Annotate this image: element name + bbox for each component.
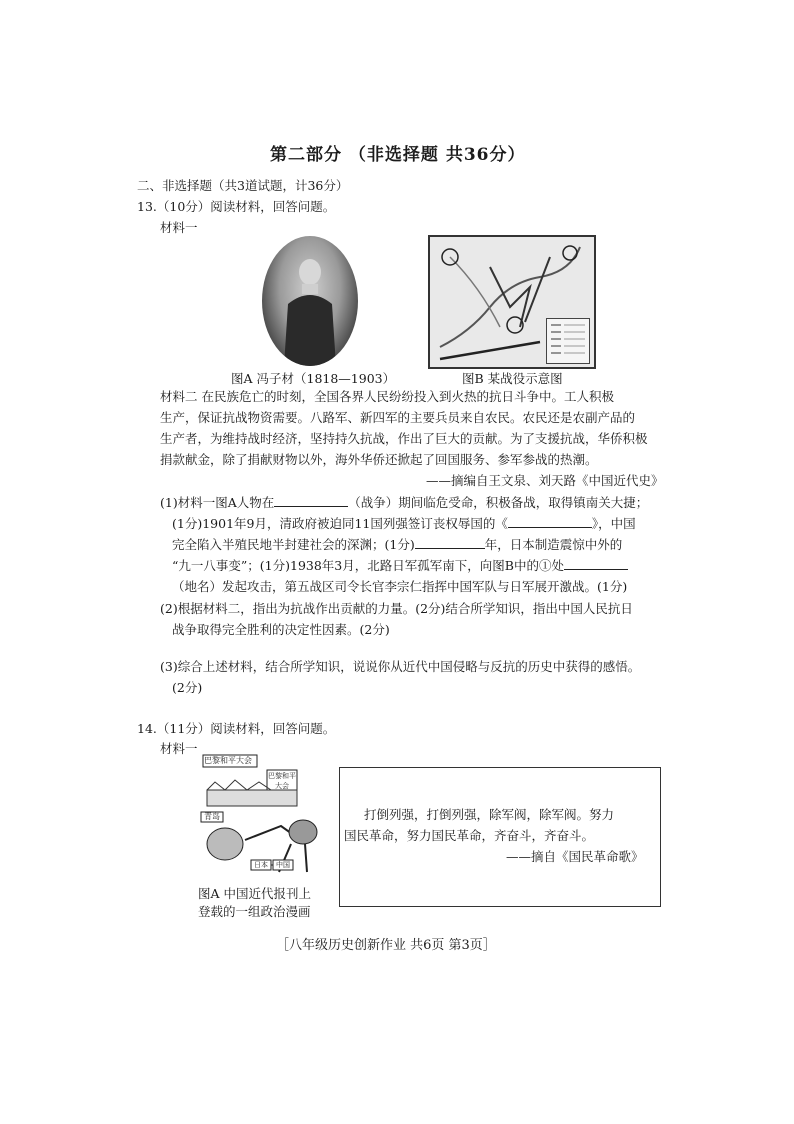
q13-p1-line5: （地名）发起攻击，第五战区司令长官李宗仁指挥中国军队与日军展开激战。(1分) — [172, 579, 628, 594]
cartoon-label: 中国 — [276, 861, 290, 869]
q14-figA-caption: 登载的一组政治漫画 — [198, 904, 311, 919]
q13-p1-text: (1分)1901年9月，清政府被迫同11国列强签订丧权辱国的《 — [172, 516, 508, 531]
q14-stem: 14.（11分）阅读材料，回答问题。 — [137, 721, 336, 736]
portrait-figure — [262, 236, 358, 366]
portrait-photo — [262, 236, 358, 366]
cartoon-label: 日本 — [254, 861, 268, 869]
answer-blank-place[interactable] — [564, 555, 628, 570]
material2-line: 材料二 在民族危亡的时刻，全国各界人民纷纷投入到火热的抗日斗争中。工人积极 — [160, 389, 614, 404]
q13-p1-line4 — [172, 555, 628, 576]
song-line: 国民革命，努力国民革命，齐奋斗，齐奋斗。 — [344, 828, 595, 843]
q14-figA-caption: 图A 中国近代报刊上 — [198, 886, 312, 901]
cartoon-label: 巴黎和平大会 — [268, 772, 296, 790]
map-legend-lines — [547, 319, 589, 363]
answer-blank-war[interactable] — [274, 492, 348, 507]
q13-p1-text: “九一八事变”；(1分)1938年3月，北路日军孤军南下，向图B中的①处 — [172, 558, 564, 573]
q13-p3-line: (3)综合上述材料，结合所学知识，说说你从近代中国侵略与反抗的历史中获得的感悟。 — [160, 659, 641, 674]
q13-p2-line: 战争取得完全胜利的决定性因素。(2分) — [172, 622, 390, 637]
q13-p2-line: (2)根据材料二，指出为抗战作出贡献的力量。(2分)结合所学知识，指出中国人民抗日 — [160, 601, 633, 616]
section-title: 第二部分 （非选择题 共36分） — [270, 145, 526, 165]
cartoon-label: 巴黎和平大会 — [204, 756, 252, 765]
q13-p1-text: 年，日本制造震惊中外的 — [484, 537, 623, 552]
material2-line: 生产，保证抗战物资需要。八路军、新四军的主要兵员来自农民。农民还是农副产品的 — [160, 410, 636, 425]
q13-p1-text: (1)材料一图A人物在 — [160, 495, 275, 510]
q13-p1-line3 — [172, 534, 622, 555]
cartoon-label: 青岛 — [204, 812, 220, 821]
q13-p3-line: (2分) — [172, 680, 203, 695]
song-source: ——摘自《国民革命歌》 — [506, 849, 644, 864]
section-heading: 二、非选择题（共3道试题，计36分） — [137, 178, 349, 193]
q13-figA-caption: 图A 冯子材（1818—1903） — [231, 371, 396, 386]
q13-p1-text: 》，中国 — [591, 516, 636, 531]
q13-p1-text: （战争）期间临危受命，积极备战，取得镇南关大捷； — [348, 495, 649, 510]
song-line: 打倒列强，打倒列强，除军阀，除军阀。努力 — [364, 807, 615, 822]
page-footer: ［八年级历史创新作业 共6页 第3页］ — [276, 938, 496, 953]
material2-line: 生产者，为维持战时经济，坚持持久抗战，作出了巨大的贡献。为了支援抗战，华侨积极 — [160, 431, 648, 446]
q13-material1-label: 材料一 — [160, 220, 198, 235]
material2-line: 捐款献金，除了捐献财物以外，海外华侨还掀起了回国服务、参军参战的热潮。 — [160, 452, 598, 467]
q13-p1-text: 完全陷入半殖民地半封建社会的深渊；(1分) — [172, 537, 415, 552]
answer-blank-treaty[interactable] — [508, 513, 592, 528]
q14-material1-label: 材料一 — [160, 741, 198, 756]
political-cartoon — [195, 752, 331, 884]
q13-stem: 13.（10分）阅读材料，回答问题。 — [137, 199, 336, 214]
material2-source: ——摘编自王文泉、刘天路《中国近代史》 — [426, 473, 664, 488]
q13-figB-caption: 图B 某战役示意图 — [462, 371, 563, 386]
song-box — [339, 767, 661, 907]
answer-blank-year[interactable] — [415, 534, 485, 549]
q13-p1-line1 — [160, 492, 648, 513]
map-legend — [546, 318, 590, 364]
q13-p1-line2 — [172, 513, 636, 534]
